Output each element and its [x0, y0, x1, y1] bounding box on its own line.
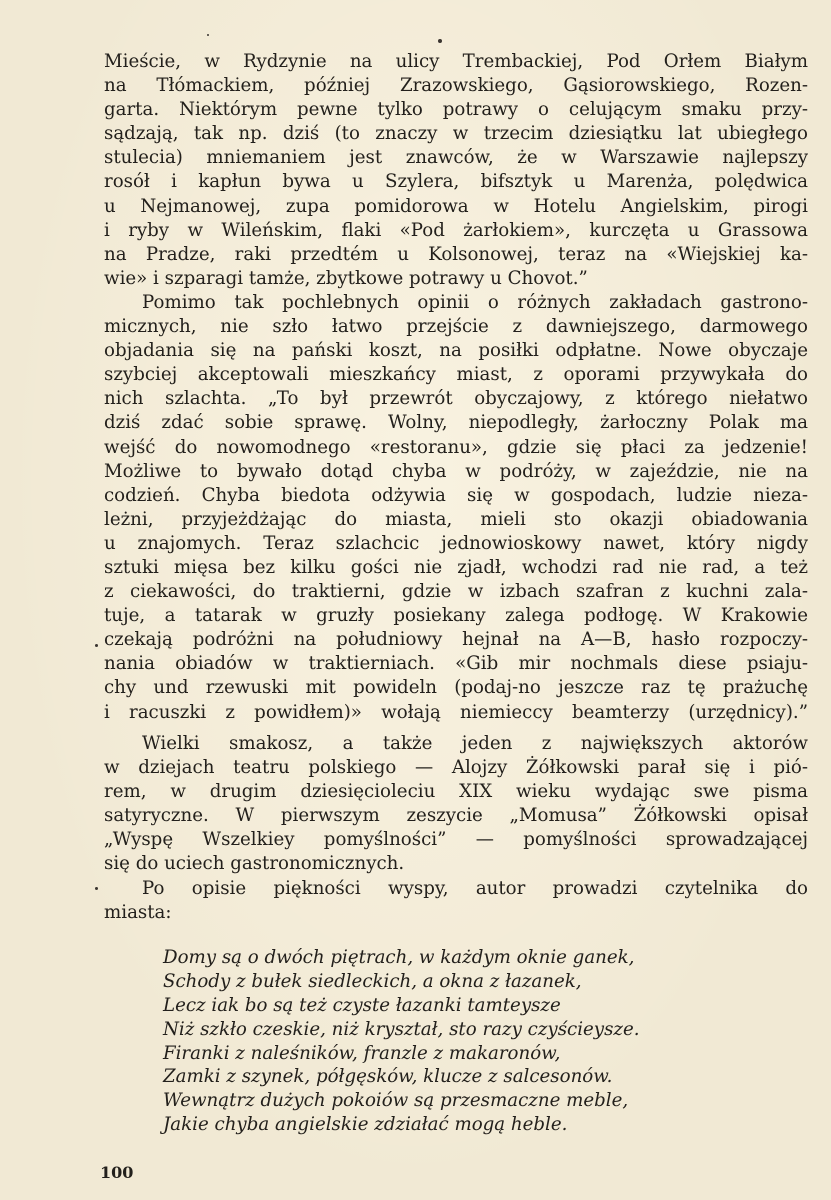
text-line: na Pradze, raki przedtém u Kolsonowej, teraz na «Wiejskiej ka-	[104, 243, 808, 265]
text-line: rosół i kapłun bywa u Szylera, bifsztyk u Marenża, polędwica	[104, 171, 808, 193]
text-line: miasta:	[104, 901, 172, 923]
text-line: leżni, przyjeżdżając do miasta, mieli sto okazji obiadowania	[104, 508, 808, 530]
poem-line: Jakie chyba angielskie zdziałać mogą heble.	[163, 1114, 568, 1136]
poem-line: Zamki z szynek, półgęsków, klucze z salcesonów.	[163, 1066, 613, 1088]
poem-line: Niż szkło czeskie, niż kryształ, sto razy czyścieysze.	[163, 1018, 640, 1040]
text-line: objadania się na pański koszt, na posiłki odpłatne. Nowe obyczaje	[104, 340, 808, 362]
text-line: sztuki mięsa bez kilku gości nie zjadł, wchodzi rad nie rad, a też	[104, 556, 808, 578]
text-line: nich szlachta. „To był przewrót obyczajowy, z którego niełatwo	[104, 388, 808, 410]
print-speck	[207, 34, 209, 36]
poem-line: Lecz iak bo są też czyste łazanki tamteysze	[163, 994, 561, 1016]
text-line: i ryby w Wileńskim, flaki «Pod żarłokiem», kurczęta u Grassowa	[104, 219, 808, 241]
print-speck	[95, 644, 98, 647]
text-line: u znajomych. Teraz szlachcic jednowioskowy nawet, który nigdy	[104, 532, 808, 554]
text-line: w dziejach teatru polskiego — Alojzy Żółkowski parał się i pió-	[104, 757, 808, 779]
poem-quote	[163, 946, 640, 1137]
text-line: codzień. Chyba biedota odżywia się w gospodach, ludzie nieza-	[104, 484, 808, 506]
text-line: Możliwe to bywało dotąd chyba w podróży, w zajeździe, nie na	[104, 460, 808, 482]
page-number: 100	[100, 1163, 134, 1182]
poem-line: Wewnątrz dużych pokoiów są przesmaczne meble,	[163, 1090, 629, 1112]
text-line: szybciej akceptowali mieszkańcy miast, z oporami przywykała do	[104, 364, 808, 386]
text-line: Wielki smakosz, a także jeden z największych aktorów	[142, 733, 808, 754]
print-speck	[438, 39, 442, 43]
text-line: u Nejmanowej, zupa pomidorowa w Hotelu Angielskim, pirogi	[104, 195, 808, 217]
text-line: „Wyspę Wszelkiey pomyślności” — pomyślności sprowadzającej	[104, 829, 808, 851]
text-line: satyryczne. W pierwszym zeszycie „Momusa” Żółkowski opisał	[104, 805, 808, 827]
text-line: garta. Niektórym pewne tylko potrawy o celującym smaku przy-	[104, 99, 808, 121]
text-line: micznych, nie szło łatwo przejście z dawniejszego, darmowego	[104, 316, 808, 338]
text-line: na Tłómackiem, później Zrazowskiego, Gąsiorowskiego, Rozen-	[104, 75, 808, 97]
text-line: nania obiadów w traktierniach. «Gib mir nochmals diese psiaju-	[104, 653, 808, 675]
text-line: z ciekawości, do traktierni, gdzie w izbach szafran z kuchni zala-	[104, 581, 808, 603]
text-line: Po opisie piękności wyspy, autor prowadzi czytelnika do	[142, 877, 808, 899]
text-line: Pomimo tak pochlebnych opinii o różnych zakładach gastrono-	[142, 291, 808, 313]
text-line: stulecia) mniemaniem jest znawców, że w Warszawie najlepszy	[104, 147, 808, 169]
text-line: Mieście, w Rydzynie na ulicy Trembackiej, Pod Orłem Białym	[104, 51, 808, 72]
poem-line: Firanki z naleśników, franzle z makaronów,	[163, 1042, 561, 1064]
text-line: rem, w drugim dziesięcioleciu XIX wieku wydając swe pisma	[104, 781, 808, 803]
text-line: wie» i szparagi tamże, zbytkowe potrawy u Chovot.”	[104, 267, 588, 289]
text-line: dziś zdać sobie sprawę. Wolny, niepodległy, żarłoczny Polak ma	[104, 412, 808, 434]
text-line: sądzają, tak np. dziś (to znaczy w trzecim dziesiątku lat ubiegłego	[104, 123, 808, 145]
text-line: chy und rzewuski mit powideln (podaj-no jeszcze raz tę prażuchę	[104, 677, 808, 699]
text-block-1	[104, 50, 808, 725]
text-line: wejść do nowomodnego «restoranu», gdzie się płaci za jedzenie!	[104, 436, 808, 458]
text-line: i racuszki z powidłem)» wołają niemieccy beamterzy (urzędnicy).”	[104, 701, 808, 723]
poem-line: Schody z bułek siedleckich, a okna z łazanek,	[163, 970, 582, 992]
text-line: czekają podróżni na południowy hejnał na A—B, hasło rozpoczy-	[104, 629, 808, 651]
print-speck	[95, 887, 98, 890]
text-line: tuje, a tatarak w gruzły posiekany zalega podłogę. W Krakowie	[104, 605, 808, 627]
poem-line: Domy są o dwóch piętrach, w każdym oknie ganek,	[163, 947, 635, 968]
text-block-2	[104, 732, 808, 925]
text-line: się do uciech gastronomicznych.	[104, 853, 405, 875]
